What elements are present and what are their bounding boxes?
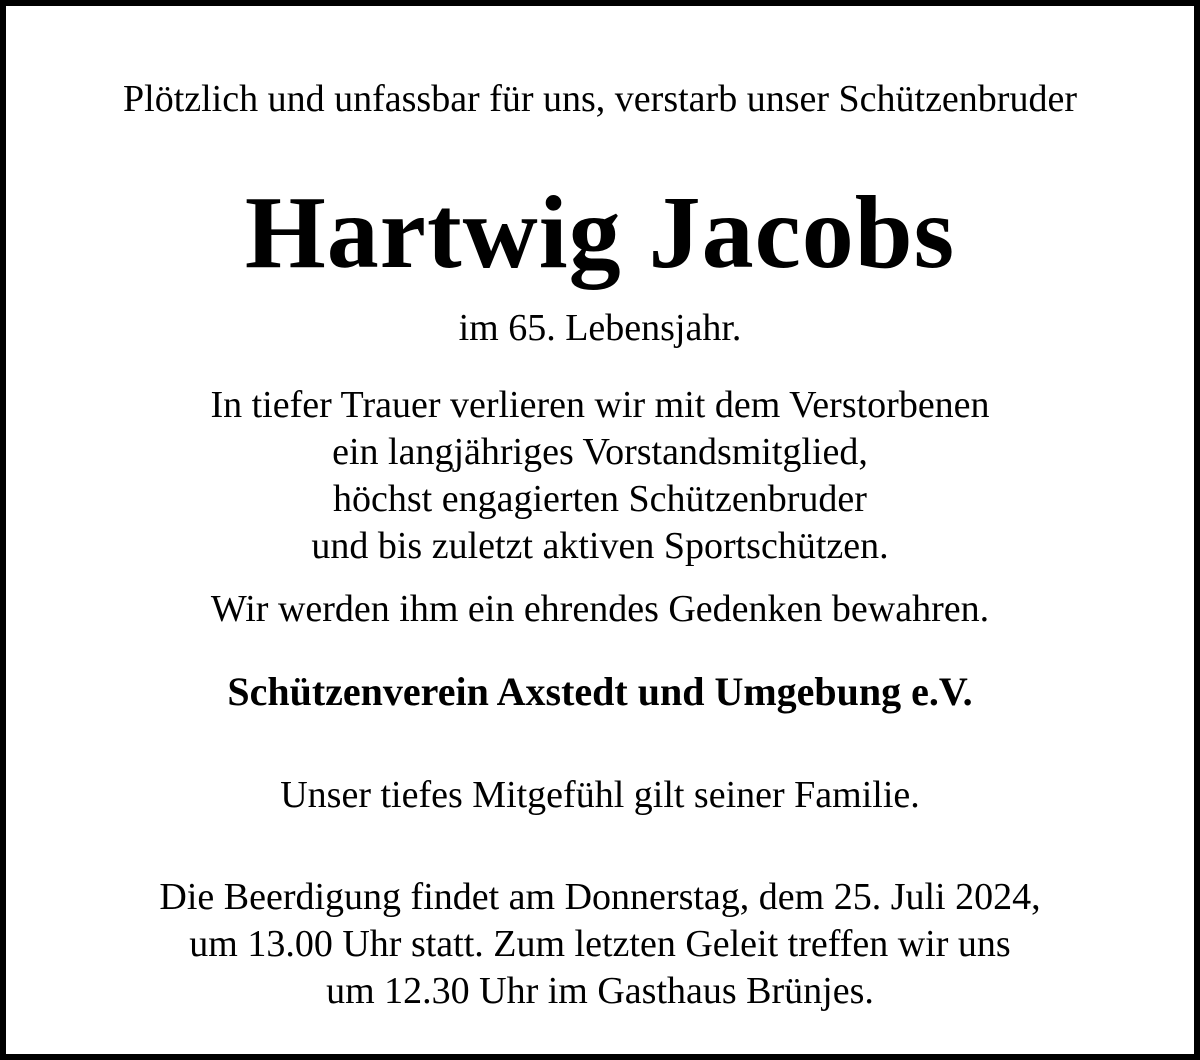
- sympathy-text: Unser tiefes Mitgefühl gilt seiner Familie.: [280, 774, 920, 816]
- deceased-name: Hartwig Jacobs: [244, 175, 956, 290]
- funeral-info: [0, 874, 1200, 1015]
- club-name: Schützenverein Axstedt und Umgebung e.V.: [227, 669, 973, 714]
- memory-text: Wir werden ihm ein ehrendes Gedenken bewahren.: [210, 588, 990, 630]
- funeral-line: um 13.00 Uhr statt. Zum letzten Geleit treffen wir uns: [189, 923, 1011, 965]
- funeral-line: Die Beerdigung findet am Donnerstag, dem 25. Juli 2024,: [159, 876, 1041, 918]
- age-text: im 65. Lebensjahr.: [458, 307, 742, 349]
- tribute-paragraph: [0, 382, 1200, 570]
- funeral-line: um 12.30 Uhr im Gasthaus Brünjes.: [326, 970, 874, 1012]
- tribute-line: und bis zuletzt aktiven Sportschützen.: [311, 525, 889, 567]
- tribute-line: ein langjähriges Vorstandsmitglied,: [332, 431, 868, 473]
- tribute-line: höchst engagierten Schützenbruder: [333, 478, 867, 520]
- tribute-line: In tiefer Trauer verlieren wir mit dem Verstorbenen: [210, 384, 990, 426]
- intro-text: Plötzlich und unfassbar für uns, verstarb unser Schützenbruder: [123, 78, 1077, 120]
